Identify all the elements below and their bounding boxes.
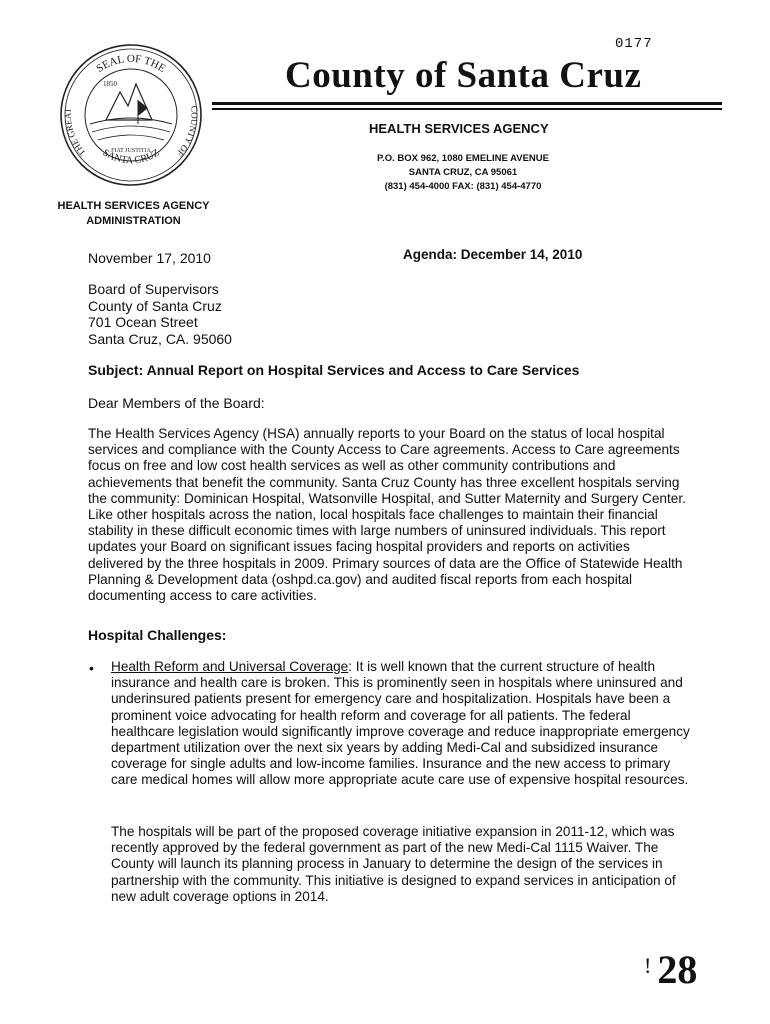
addressee-block (88, 281, 232, 347)
document-number: 0177 (615, 36, 653, 52)
health-reform-body: : It is well known that the current structure of health insurance and health care is broken. This is prominently seen in hospitals where uninsured and underinsured patients present for emergency care and hospitalization. Hospitals have been a prominent voice advocating for health reform and coverage for all patients. The federal healthcare legislation would significantly improve coverage and reduce inappropriate emergency department utilization over the next six years by adding Medi-Cal and subsidized insurance coverage for single adults and low-income families. Insurance and the new access to primary care medical homes will allow more appropriate acute care use of expensive hospital resources. (111, 659, 690, 788)
tick-mark-icon: ! (644, 953, 652, 978)
letter-date: November 17, 2010 (88, 250, 211, 266)
agenda-date: Agenda: December 14, 2010 (403, 247, 583, 262)
page-number: 28 (657, 947, 698, 992)
svg-text:COUNTY OF (175, 105, 200, 158)
county-seal-icon (56, 40, 206, 190)
county-title: County of Santa Cruz (285, 55, 642, 96)
seal-year: 1850 (103, 80, 117, 88)
addressee-line: County of Santa Cruz (88, 297, 222, 314)
seal-motto: FIAT JUSTITIA (111, 148, 151, 154)
address-line-1: P.O. BOX 962, 1080 EMELINE AVENUE (377, 153, 549, 164)
subject-line: Subject: Annual Report on Hospital Services and Access to Care Services (88, 362, 580, 378)
agency-name: HEALTH SERVICES AGENCY (369, 121, 549, 136)
header-rule-thin (212, 108, 722, 110)
page-mark (644, 946, 697, 993)
intro-paragraph: The Health Services Agency (HSA) annually reports to your Board on the status of local hospital services and compliance with the County Access to Care agreements. Access to Care agreements focus on free and low cost health services as well as other community contributions and achievements that benefit the community. Santa Cruz County has three excellent hospitals serving the community: Dominican Hospital, Watsonville Hospital, and Sutter Maternity and Surgery Center. Like other hospitals across the nation, local hospitals face challenges to maintain their financial stability in these difficult economic times with large numbers of uninsured individuals. This report updates your Board on significant issues facing hospital providers and reports on activities delivered by the three hospitals in 2009. Primary sources of data are the Office of Statewide Health Planning & Development data (oshpd.ca.gov) and audited fiscal reports from each hospital documenting access to care activities. (88, 426, 686, 604)
challenges-heading: Hospital Challenges: (88, 627, 227, 643)
header-rule (212, 102, 722, 105)
health-reform-heading: Health Reform and Universal Coverage (111, 659, 349, 674)
addressee-line: Board of Supervisors (88, 281, 219, 297)
svg-text:THE GREAT (63, 107, 88, 158)
bullet-icon: • (89, 660, 94, 676)
phone-fax-line: (831) 454-4000 FAX: (831) 454-4770 (384, 181, 542, 192)
department-line-1: HEALTH SERVICES AGENCY (57, 200, 210, 212)
health-reform-paragraph (111, 659, 691, 789)
addressee-line: Santa Cruz, CA. 95060 (88, 330, 232, 347)
seal-bottom-text: SANTA CRUZ (100, 147, 162, 167)
department-block (55, 199, 212, 229)
seal-left-text: THE GREAT (62, 107, 88, 159)
addressee-line: 701 Ocean Street (88, 314, 198, 330)
seal-top-text: SEAL OF THE (94, 52, 168, 75)
department-line-2: ADMINISTRATION (86, 215, 181, 227)
salutation: Dear Members of the Board: (88, 395, 265, 411)
coverage-paragraph: The hospitals will be part of the proposed coverage initiative expansion in 2011-12, which was recently approved by the federal government as part of the new Medi-Cal 1115 Waiver. The County will launch its planning process in January to determine the design of the services in partnership with the community. This initiative is designed to expand services in anticipation of new adult coverage options in 2014. (111, 824, 676, 904)
seal-right-text: COUNTY OF (174, 105, 200, 159)
address-line-2: SANTA CRUZ, CA 95061 (408, 167, 518, 178)
